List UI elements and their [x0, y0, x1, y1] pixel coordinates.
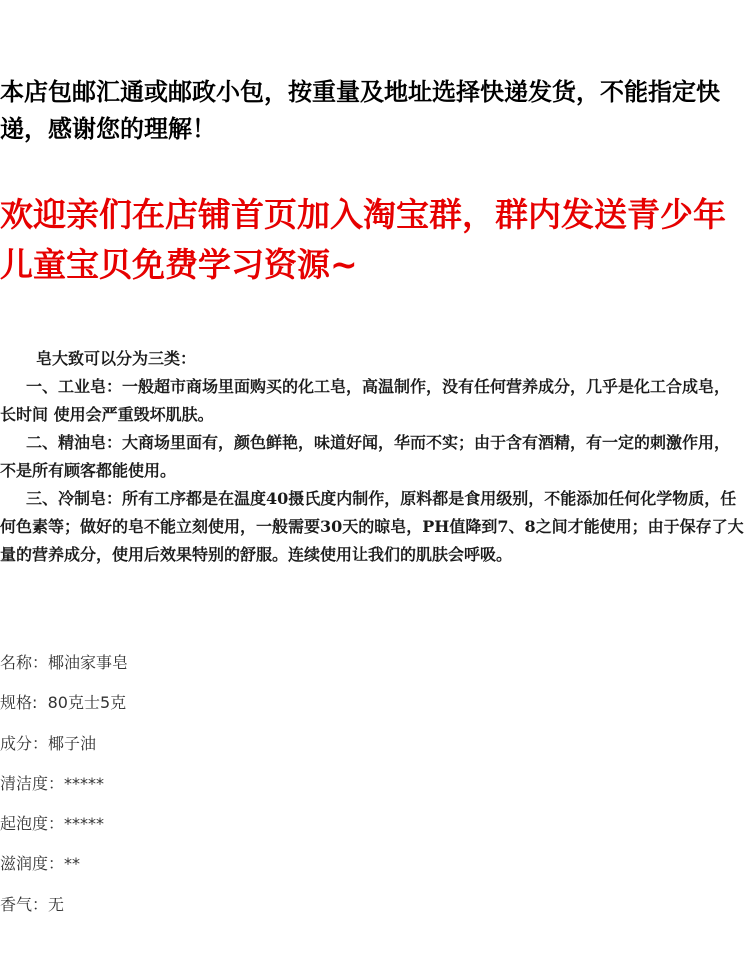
spec-value: 椰子油	[48, 733, 97, 753]
spec-value: *****	[64, 814, 105, 834]
soap-types-description	[0, 345, 745, 569]
group-invite-notice: 欢迎亲们在店铺首页加入淘宝群，群内发送青少年儿童宝贝免费学习资源~	[0, 195, 726, 284]
spec-lather	[0, 809, 740, 849]
spec-separator: ：	[48, 814, 65, 834]
spec-value: 80克士5克	[47, 693, 127, 713]
spec-separator: :	[32, 693, 48, 713]
soap-type-industrial: 一、工业皂：一般超市商场里面购买的化工皂，高温制作，没有任何营养成分，几乎是化工合成皂，长时间 使用会严重毁坏肌肤。	[0, 377, 731, 424]
spec-value: *****	[64, 773, 105, 793]
product-specs	[0, 648, 740, 930]
spec-value: 椰油家事皂	[48, 653, 129, 672]
spec-label: 成分	[0, 733, 33, 753]
soap-type-cold-process: 三、冷制皂：所有工序都是在温度40摄氏度内制作，原料都是食用级别，不能添加任何化学物质，任何色素等；做好的皂不能立刻使用，一般需要30天的晾皂，PH值降到7、8之间才能使用；由于保存了大量的营养成分，使用后效果特别的舒服。连续使用让我们的肌肤会呼吸。	[0, 489, 744, 564]
spec-value: 无	[48, 894, 65, 914]
spec-label: 起泡度	[0, 814, 49, 834]
spec-name	[0, 648, 740, 688]
spec-size	[0, 688, 740, 728]
spec-separator: ：	[48, 773, 65, 793]
spec-cleansing	[0, 769, 740, 809]
spec-fragrance	[0, 890, 740, 930]
spec-label: 规格	[0, 693, 33, 713]
spec-separator: ：	[32, 733, 49, 753]
soap-type-essential-oil: 二、精油皂：大商场里面有，颜色鲜艳，味道好闻，华而不实；由于含有酒精，有一定的刺激作用，不是所有顾客都能使用。	[0, 433, 731, 480]
spec-value: **	[64, 854, 81, 874]
spec-label: 滋润度	[0, 854, 49, 874]
spec-ingredients	[0, 729, 740, 769]
soap-types-heading: 皂大致可以分为三类：	[36, 349, 197, 368]
spec-separator: ：	[32, 653, 49, 672]
spec-separator: ：	[32, 894, 49, 914]
spec-moisturizing	[0, 849, 740, 889]
spec-label: 清洁度	[0, 773, 49, 793]
shipping-notice: 本店包邮汇通或邮政小包，按重量及地址选择快递发货，不能指定快递，感谢您的理解！	[0, 78, 720, 143]
spec-separator: ：	[48, 854, 65, 874]
spec-label: 香气	[0, 894, 33, 914]
spec-label: 名称	[0, 653, 33, 672]
